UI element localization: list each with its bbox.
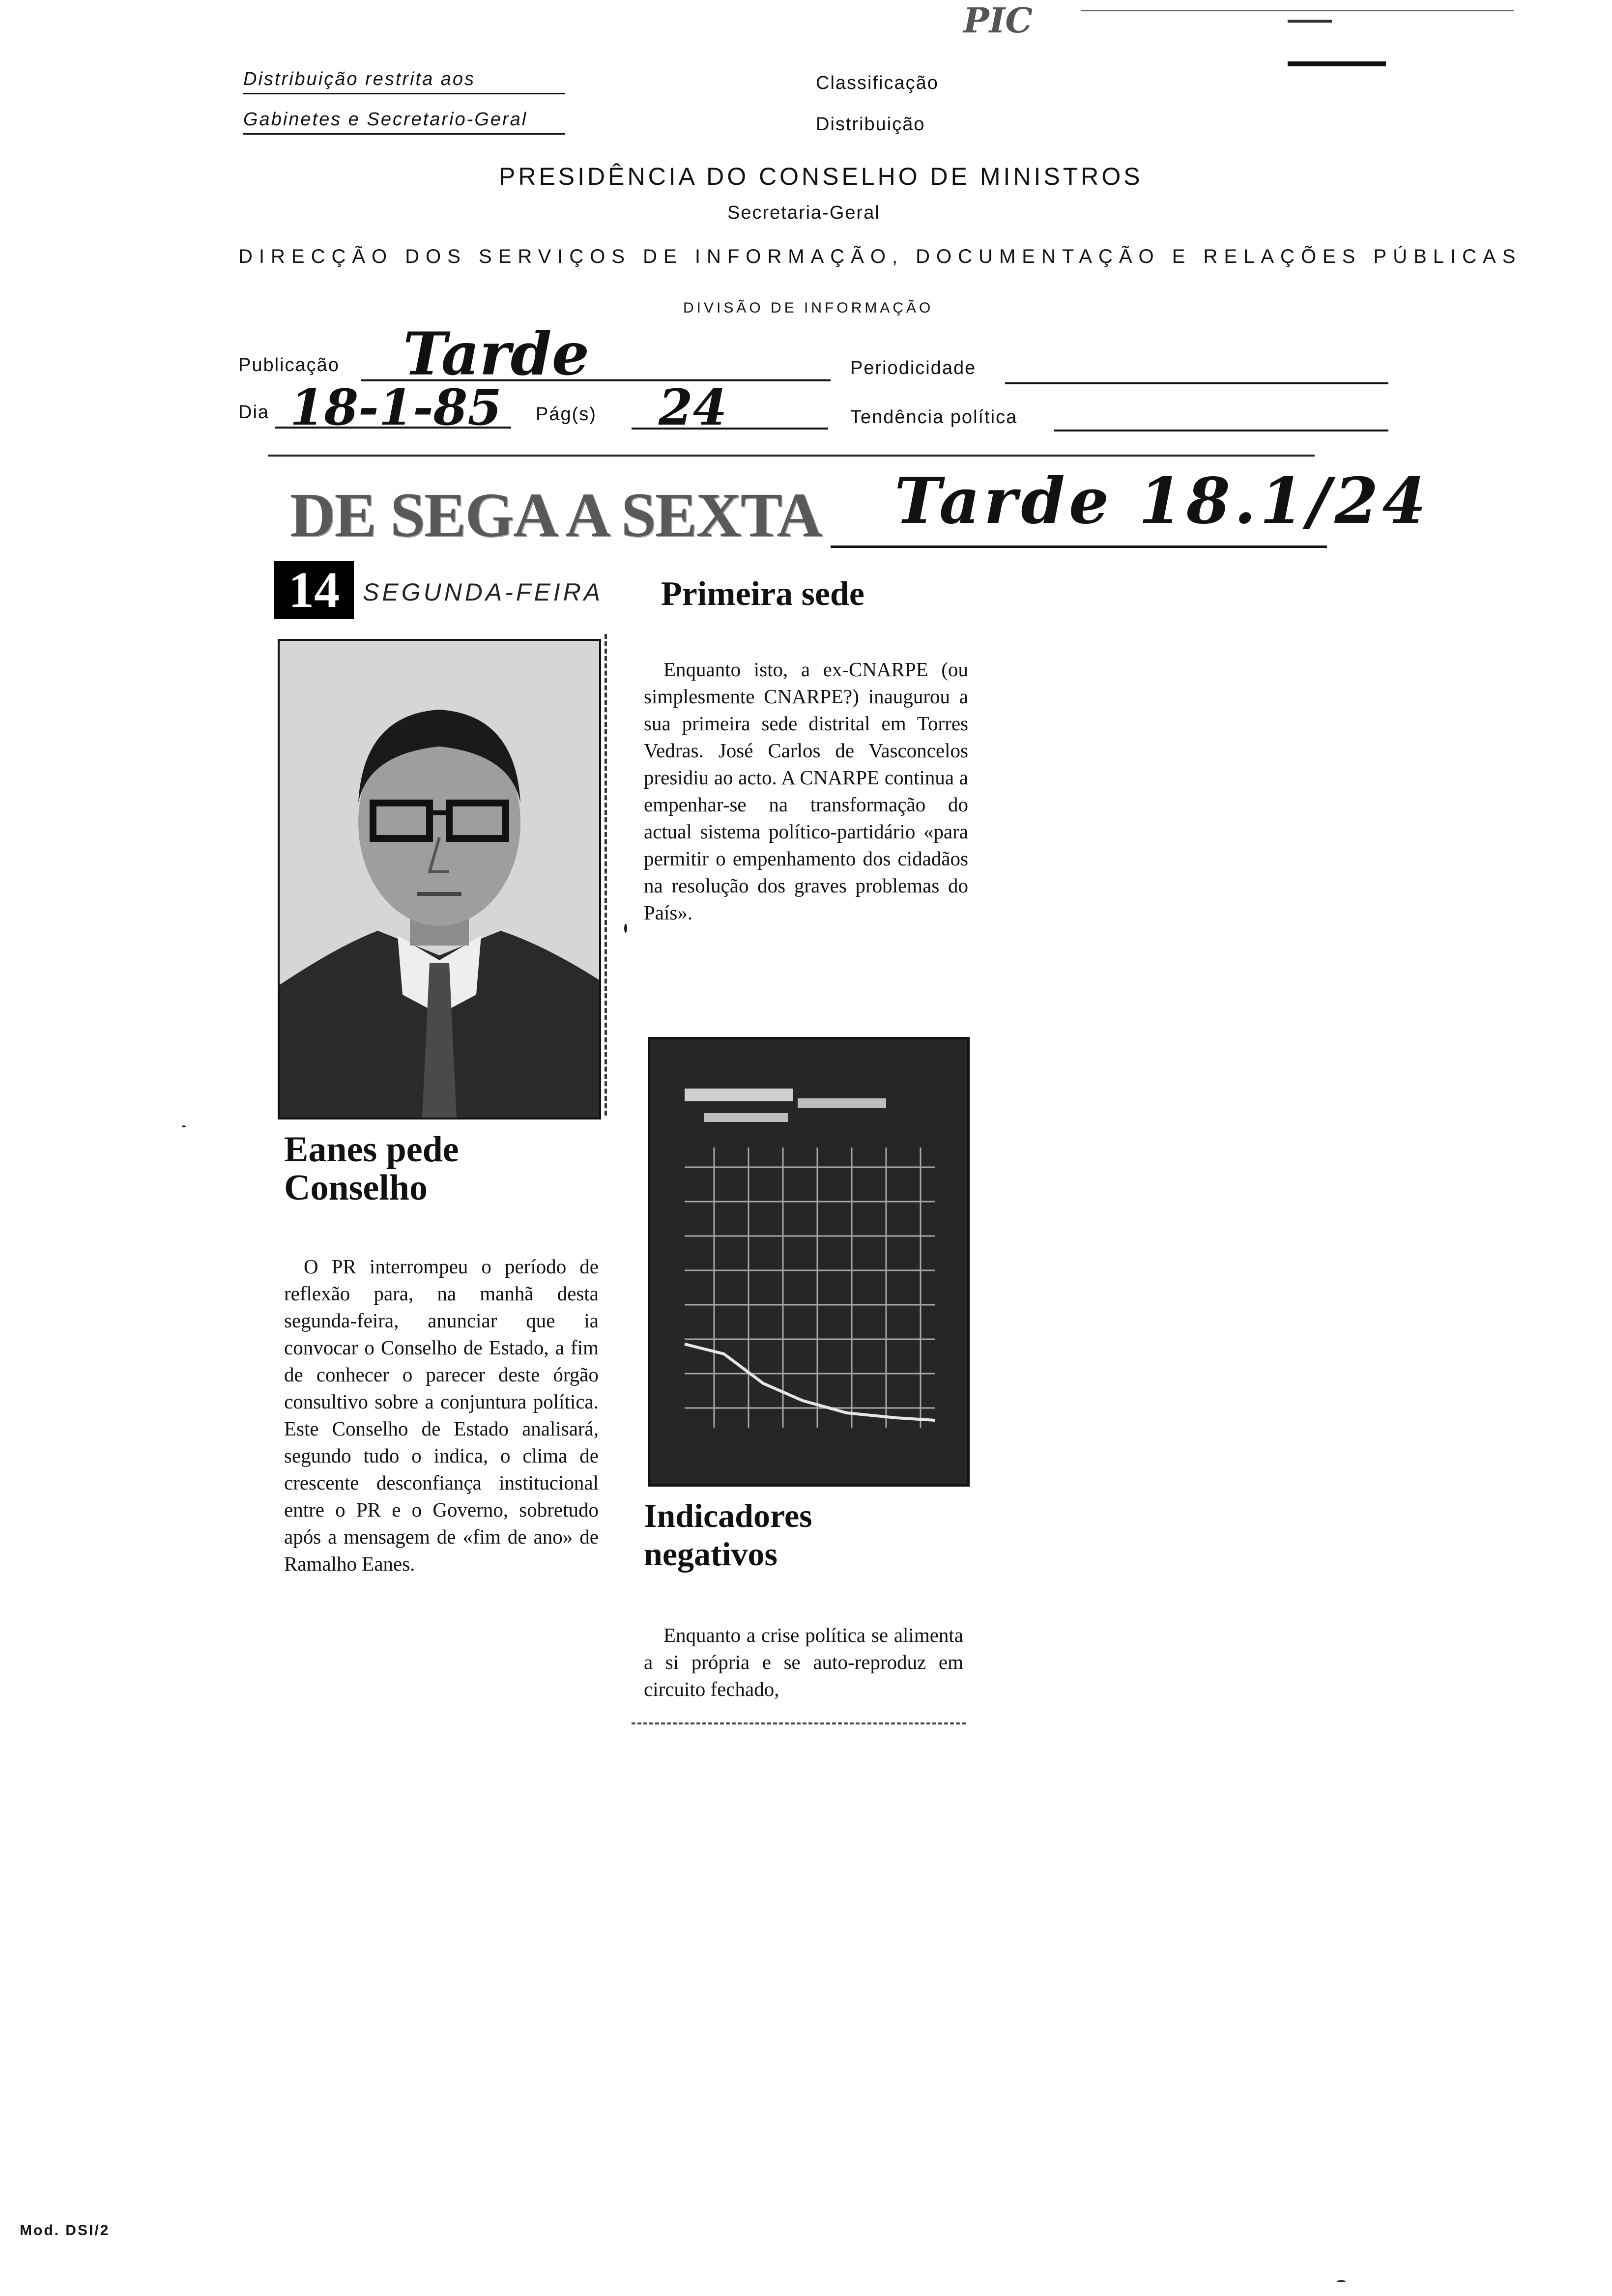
article1-body: O PR interrompeu o período de reflexão para, na manhã desta segunda-feira, anunciar que ia convocar o Conselho de Estado, a fim de conhecer o parecer deste órgão consultivo sobre a conjuntura política. Este Conselho de Estado analisará, segundo tudo o indica, o clima de crescente desconfiança institucional entre o PR e o Governo, sobretudo após a mensagem de «fim de ano» de Ramalho Eanes. bbox=[284, 1255, 599, 1575]
form-code: Mod. DSI/2 bbox=[20, 2222, 110, 2239]
distribution-line-1: Distribuição restrita aos bbox=[243, 69, 565, 94]
article2-body: Enquanto isto, a ex-CNARPE (ou simplesmente CNARPE?) inaugurou a sua primeira sede distrital em Torres Vedras. José Carlos de Vasconcelos presidiu ao acto. A CNARPE continua a empenhar-se na transformação do actual sistema político-partidário «para permitir o empenhamento dos cidadãos na resolução dos graves problemas do País». bbox=[644, 658, 968, 924]
corner-dash-mark bbox=[1288, 20, 1332, 23]
publication-label: Publicação bbox=[238, 355, 340, 375]
document-title: PRESIDÊNCIA DO CONSELHO DE MINISTROS bbox=[499, 163, 1143, 190]
pages-label: Pág(s) bbox=[536, 404, 597, 425]
corner-bar-mark bbox=[1288, 61, 1386, 66]
clipping-top-rule bbox=[268, 455, 1315, 457]
classification-label: Classificação bbox=[816, 73, 939, 93]
portrait-photo bbox=[278, 639, 601, 1119]
pages-value: 24 bbox=[659, 378, 727, 436]
clipping-bottom-edge bbox=[632, 1722, 966, 1724]
corner-handwritten-mark: PIC bbox=[963, 0, 1033, 41]
clipping-banner: DE SEGA A SEXTA bbox=[290, 480, 821, 550]
article1-headline: Eanes pede Conselho bbox=[284, 1129, 459, 1208]
scan-speck bbox=[1337, 2280, 1346, 2282]
article2-headline: Primeira sede bbox=[661, 575, 864, 613]
chart-graphic bbox=[648, 1037, 970, 1487]
day-name: SEGUNDA-FEIRA bbox=[363, 578, 604, 606]
periodicity-field-line bbox=[1005, 382, 1388, 384]
article3-headline: Indicadores negativos bbox=[644, 1497, 812, 1573]
publication-value: Tarde bbox=[403, 319, 590, 389]
direction-line: DIRECÇÃO DOS SERVIÇOS DE INFORMAÇÃO, DOCUMENTAÇÃO E RELAÇÕES PÚBLICAS bbox=[238, 246, 1522, 267]
top-rule bbox=[1081, 10, 1514, 11]
day-value: 18-1-85 bbox=[290, 378, 502, 436]
banner-underline bbox=[831, 545, 1327, 548]
tendency-field-line bbox=[1054, 430, 1388, 431]
division-line: DIVISÃO DE INFORMAÇÃO bbox=[683, 300, 934, 316]
scan-speck bbox=[624, 924, 627, 933]
article3-body: Enquanto a crise política se alimenta a si própria e se auto-reproduz em circuito fechado, bbox=[644, 1624, 963, 1700]
periodicity-label: Periodicidade bbox=[850, 358, 977, 378]
day-number-box: 14 bbox=[274, 561, 354, 619]
document-subtitle: Secretaria-Geral bbox=[727, 202, 880, 223]
clipping-handwritten-note: Tarde 18.1/24 bbox=[894, 464, 1430, 538]
distribution-label: Distribuição bbox=[816, 114, 925, 135]
distribution-line-2: Gabinetes e Secretario-Geral bbox=[243, 109, 565, 135]
day-label: Dia bbox=[238, 402, 270, 423]
photo-column-edge bbox=[604, 634, 607, 1116]
tendency-label: Tendência política bbox=[850, 407, 1018, 428]
scan-speck bbox=[182, 1125, 186, 1127]
